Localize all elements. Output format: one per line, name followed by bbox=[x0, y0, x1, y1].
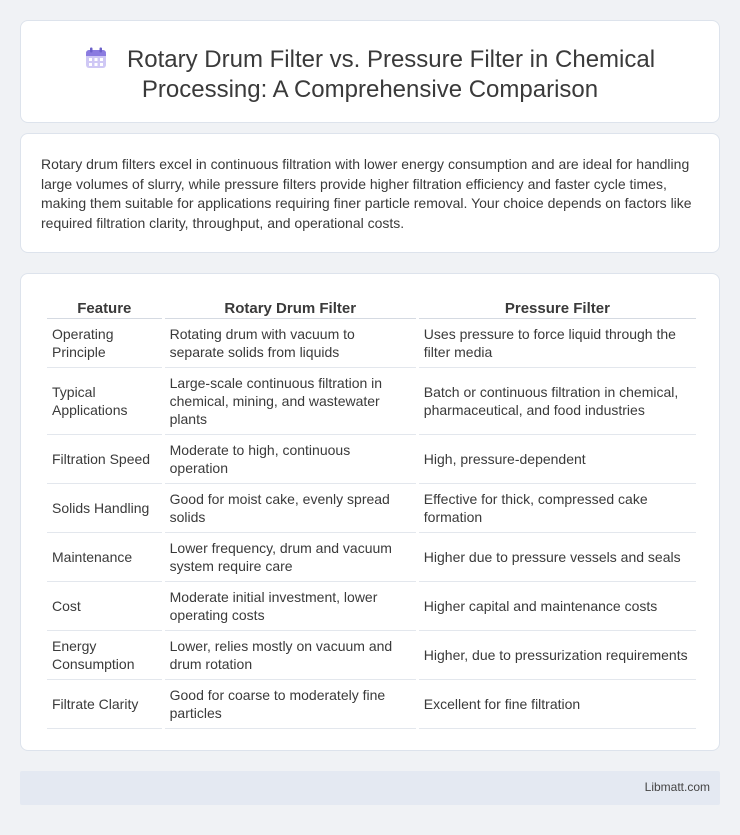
rotary-cell: Good for moist cake, evenly spread solids bbox=[165, 484, 416, 533]
feature-cell: Maintenance bbox=[47, 533, 162, 582]
table-header-row bbox=[47, 294, 696, 319]
header-pressure-filter: Pressure Filter bbox=[419, 294, 696, 319]
intro-card bbox=[20, 133, 720, 253]
table-row bbox=[47, 484, 696, 533]
header-feature: Feature bbox=[47, 294, 162, 319]
pressure-cell: Batch or continuous filtration in chemical, pharmaceutical, and food industries bbox=[419, 368, 696, 435]
footer-bar bbox=[20, 771, 720, 805]
table-row bbox=[47, 319, 696, 368]
pressure-cell: Higher, due to pressurization requirements bbox=[419, 631, 696, 680]
rotary-cell: Moderate initial investment, lower operating costs bbox=[165, 582, 416, 631]
pressure-cell: Effective for thick, compressed cake formation bbox=[419, 484, 696, 533]
table-row bbox=[47, 631, 696, 680]
header-rotary-drum-filter: Rotary Drum Filter bbox=[165, 294, 416, 319]
table-row bbox=[47, 533, 696, 582]
rotary-cell: Moderate to high, continuous operation bbox=[165, 435, 416, 484]
feature-cell: Filtration Speed bbox=[47, 435, 162, 484]
pressure-cell: Higher due to pressure vessels and seals bbox=[419, 533, 696, 582]
table-row bbox=[47, 435, 696, 484]
rotary-cell: Lower frequency, drum and vacuum system require care bbox=[165, 533, 416, 582]
table-row bbox=[47, 368, 696, 435]
page-title-text: Rotary Drum Filter vs. Pressure Filter in Chemical Processing: A Comprehensive Comparison bbox=[126, 46, 656, 103]
pressure-cell: Excellent for fine filtration bbox=[419, 680, 696, 729]
comparison-table bbox=[44, 294, 699, 729]
title-card bbox=[20, 20, 720, 123]
rotary-cell: Large-scale continuous filtration in chemical, mining, and wastewater plants bbox=[165, 368, 416, 435]
table-row bbox=[47, 582, 696, 631]
pressure-cell: High, pressure-dependent bbox=[419, 435, 696, 484]
footer-brand-link[interactable]: Libmatt.com bbox=[644, 780, 710, 794]
page-title bbox=[21, 45, 719, 105]
feature-cell: Filtrate Clarity bbox=[47, 680, 162, 729]
rotary-cell: Rotating drum with vacuum to separate solids from liquids bbox=[165, 319, 416, 368]
comparison-card bbox=[20, 273, 720, 751]
intro-paragraph: Rotary drum filters excel in continuous filtration with lower energy consumption and are ideal for handling large volumes of slurry, while pressure filters provide higher filtration efficiency and faster cycle times, making them suitable for applications requiring finer particle removal. Your choice depends on factors like required filtration clarity, throughput, and operational costs. bbox=[41, 156, 692, 231]
feature-cell: Solids Handling bbox=[47, 484, 162, 533]
feature-cell: Energy Consumption bbox=[47, 631, 162, 680]
calendar-icon bbox=[85, 47, 107, 69]
pressure-cell: Higher capital and maintenance costs bbox=[419, 582, 696, 631]
rotary-cell: Lower, relies mostly on vacuum and drum rotation bbox=[165, 631, 416, 680]
feature-cell: Cost bbox=[47, 582, 162, 631]
rotary-cell: Good for coarse to moderately fine particles bbox=[165, 680, 416, 729]
feature-cell: Operating Principle bbox=[47, 319, 162, 368]
feature-cell: Typical Applications bbox=[47, 368, 162, 435]
pressure-cell: Uses pressure to force liquid through the filter media bbox=[419, 319, 696, 368]
table-row bbox=[47, 680, 696, 729]
